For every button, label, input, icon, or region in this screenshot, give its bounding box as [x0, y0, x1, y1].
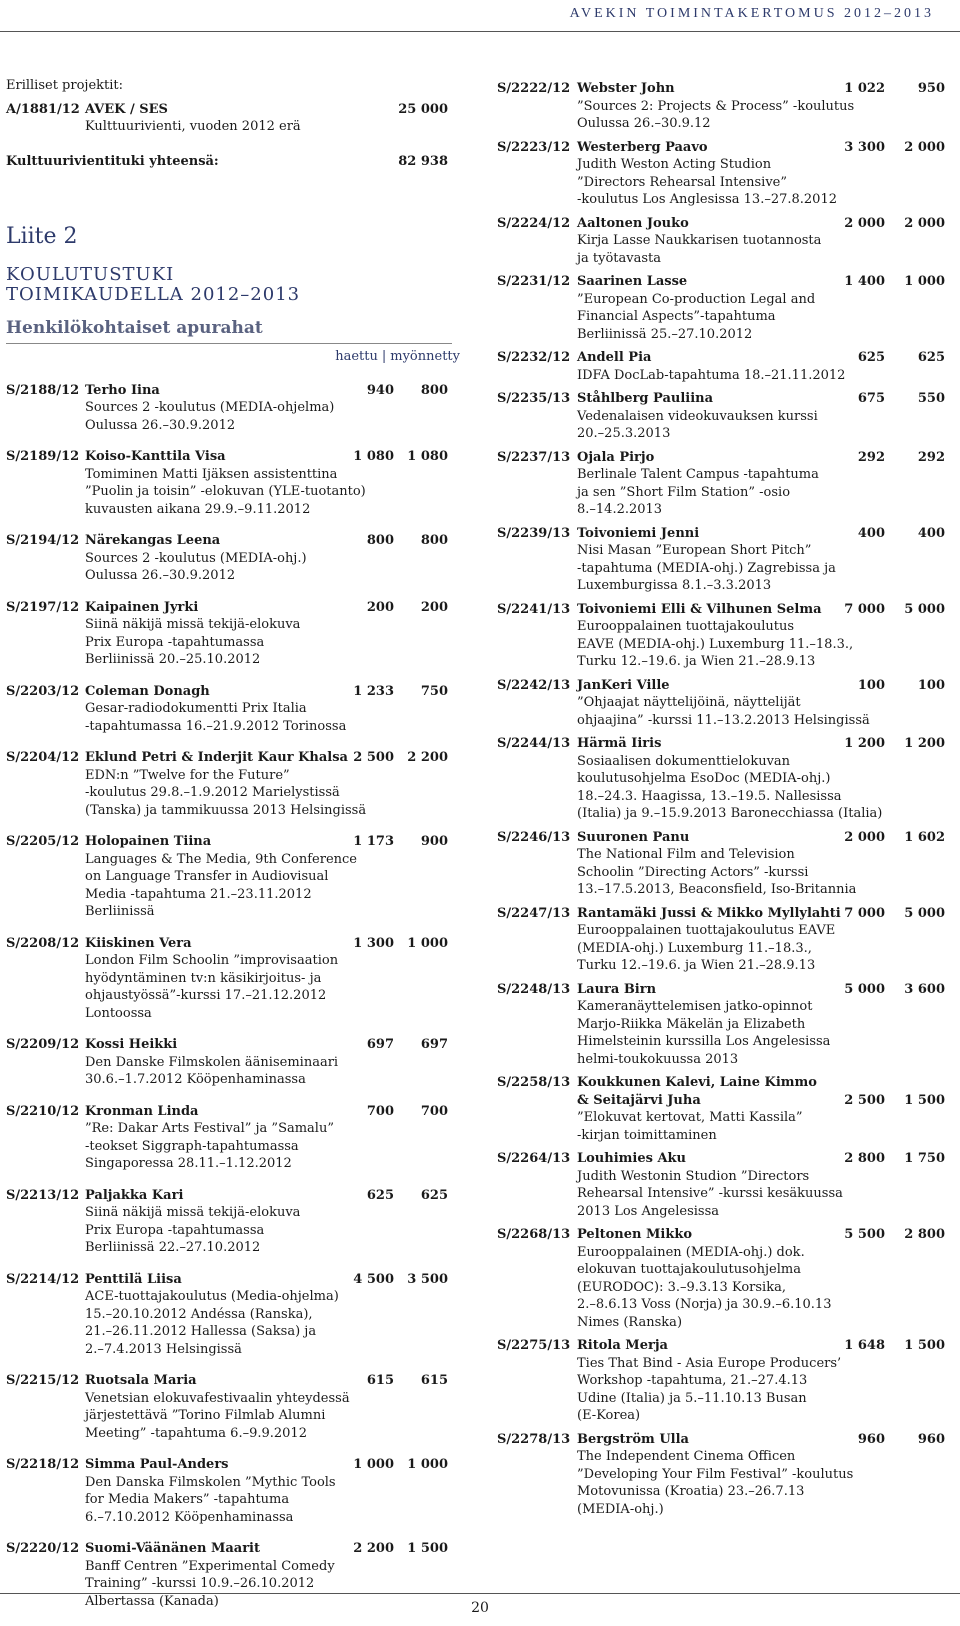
grantee-name: Toivoniemi Elli & Vilhunen Selma [577, 601, 822, 617]
grant-entry [6, 683, 460, 736]
grant-entry [497, 139, 945, 209]
amount-granted: 1 000 [407, 935, 448, 951]
amount-applied: 5 500 [844, 1227, 885, 1242]
amount-applied: 7 000 [844, 905, 885, 921]
grant-code: S/2203/12 [6, 683, 80, 699]
grantee-name: Kiiskinen Vera [85, 935, 192, 951]
amount-granted: 800 [420, 533, 448, 548]
intro-total-amount: 82 938 [398, 154, 448, 169]
section-title-line-2: TOIMIKAUDELLA 2012–2013 [6, 284, 301, 305]
grantee-name: Paljakka Kari [85, 1187, 184, 1203]
amount-granted: 1 080 [407, 449, 448, 464]
grant-entry [497, 1431, 945, 1519]
grantee-name: Westerberg Paavo [577, 139, 708, 155]
grant-description: Kirja Lasse Naukkarisen tuotannosta ja työtavasta [577, 233, 822, 266]
grantee-name: Penttilä Liisa [85, 1271, 182, 1287]
amount-granted: 750 [420, 683, 448, 699]
grant-description: Sosiaalisen dokumenttielokuvan koulutusohjelma EsoDoc (MEDIA-ohj.) 18.–24.3. Haagissa, 13.–19.5. Nallesissa (Italia) ja 9.–15.9.2013 Baronecchiassa (Italia) [577, 753, 883, 821]
amount-granted: 2 000 [904, 215, 945, 231]
grant-description: ”Sources 2: Projects & Process” -koulutus Oulussa 26.–30.9.12 [577, 98, 855, 131]
amount-granted: 1 602 [904, 829, 945, 845]
amount-applied: 1 300 [353, 935, 394, 951]
sub-title: Henkilökohtaiset apurahat [6, 317, 452, 344]
grant-entry [6, 448, 460, 518]
grant-description: ”Re: Dakar Arts Festival” ja ”Samalu” -teokset Siggraph-tapahtumassa Singaporessa 28.11.–1.12.2012 [85, 1121, 334, 1171]
grant-code: S/2239/13 [497, 525, 571, 541]
grant-code: S/2232/12 [497, 350, 571, 365]
amount-granted: 5 000 [904, 905, 945, 921]
amount-granted: 200 [420, 599, 448, 615]
amount-applied: 675 [857, 391, 885, 406]
grant-entry [497, 273, 945, 343]
grant-description: Banff Centren ”Experimental Comedy Training” -kurssi 10.9.–26.10.2012 Albertassa (Kanada) [85, 1558, 335, 1609]
grantee-name: Saarinen Lasse [577, 274, 688, 289]
column-header-applied: haettu [335, 349, 378, 364]
amount-applied: 1 022 [844, 81, 885, 96]
grant-description: Berlinale Talent Campus -tapahtuma ja sen ”Short Film Station” -osio 8.–14.2.2013 [577, 467, 819, 517]
grant-entry [6, 935, 460, 1023]
grant-description: ”European Co-production Legal and Financial Aspects”-tapahtuma Berliinissä 25.–27.10.2012 [577, 291, 816, 342]
grant-description: Den Danske Filmskolen ääniseminaari 30.6.–1.7.2012 Kööpenhaminassa [85, 1054, 339, 1087]
amount-granted: 1 500 [904, 1092, 945, 1108]
grant-description: Kameranäyttelemisen jatko-opinnot Marjo-Riikka Mäkelän ja Elizabeth Himelsteinin kurssilla Los Angelesissa helmi-toukokuussa 2013 [577, 999, 831, 1067]
amount-granted: 3 600 [904, 981, 945, 997]
amount-granted: 1 200 [904, 736, 945, 751]
amount-applied: 960 [857, 1431, 885, 1447]
grantee-name: Närekangas Leena [85, 533, 221, 548]
grant-description: ”Elokuvat kertovat, Matti Kassila” -kirjan toimittaminen [577, 1110, 803, 1143]
grant-entry [6, 599, 460, 669]
grantee-name: Holopainen Tiina [85, 834, 212, 849]
amount-applied: 2 000 [844, 829, 885, 845]
amount-granted: 625 [420, 1187, 448, 1203]
grant-description: London Film Schoolin ”improvisaation hyödyntäminen tv:n käsikirjoitus- ja ohjaustyössä”-kurssi 17.–21.12.2012 Lontoossa [85, 953, 339, 1021]
grantee-name: Aaltonen Jouko [577, 215, 689, 231]
grant-code: S/2278/13 [497, 1431, 571, 1447]
amount-applied: 2 000 [844, 215, 885, 231]
running-header: AVEKIN TOIMINTAKERTOMUS 2012–2013 [569, 6, 934, 21]
amount-applied: 940 [366, 382, 394, 398]
column-header-granted: myönnetty [390, 349, 460, 364]
grant-description: Eurooppalainen tuottajakoulutus EAVE (MEDIA-ohj.) Luxemburg 11.–18.3., Turku 12.–19.6. ja Wien 21.–28.9.13 [577, 619, 854, 669]
grant-code: S/2258/13 [497, 1075, 571, 1090]
amount-granted: 550 [917, 391, 945, 406]
grant-entry [6, 532, 460, 585]
grant-description: ACE-tuottajakoulutus (Media-ohjelma) 15.–20.10.2012 Andéssa (Ranska), 21.–26.11.2012 Hallessa (Saksa) ja 2.–7.4.2013 Helsingissä [85, 1289, 339, 1357]
amount-granted: 3 500 [407, 1271, 448, 1287]
grant-code: S/2242/13 [497, 677, 571, 693]
grant-entry [497, 981, 945, 1069]
grant-description: Gesar-radiodokumentti Prix Italia -tapahtumassa 16.–21.9.2012 Torinossa [85, 701, 347, 734]
grant-code: S/2264/13 [497, 1151, 571, 1166]
grant-entry [497, 829, 945, 899]
grantee-name: Kaipainen Jyrki [85, 599, 199, 615]
grantee-name: Toivoniemi Jenni [577, 525, 700, 541]
appendix-title: Liite 2 [6, 224, 78, 249]
grant-description: Siinä näkijä missä tekijä-elokuva Prix Europa -tapahtumassa Berliinissä 22.–27.10.2012 [85, 1205, 301, 1255]
amount-applied: 1 400 [844, 274, 885, 289]
grant-entry [6, 1271, 460, 1359]
grant-code: S/2194/12 [6, 533, 80, 548]
grant-description: Sources 2 -koulutus (MEDIA-ohj.) Oulussa 26.–30.9.2012 [85, 550, 307, 583]
grantee-name: Kossi Heikki [85, 1037, 178, 1052]
grant-code: S/2218/12 [6, 1457, 80, 1472]
amount-applied: 1 200 [844, 736, 885, 751]
intro-total-row [6, 153, 460, 170]
amount-applied: 1 173 [353, 834, 394, 849]
intro-project-row [6, 101, 460, 118]
grant-code: S/2213/12 [6, 1187, 80, 1203]
grant-entry [497, 735, 945, 823]
amount-granted: 800 [420, 382, 448, 398]
intro-project-code: A/1881/12 [6, 101, 80, 117]
amount-applied: 292 [857, 449, 885, 465]
amount-granted: 1 750 [904, 1151, 945, 1166]
grant-description: Eurooppalainen (MEDIA-ohj.) dok. elokuvan tuottajakoulutusohjelma (EURODOC): 3.–9.3.13 Korsika, 2.–8.6.13 Voss (Norja) ja 30.9.–6.10.13 Nimes (Ranska) [577, 1244, 832, 1330]
column-header-separator: | [381, 349, 387, 364]
grant-code: S/2275/13 [497, 1338, 571, 1353]
grant-code: S/2205/12 [6, 834, 80, 849]
amount-granted: 900 [420, 834, 448, 849]
intro-total-label: Kulttuurivientituki yhteensä: [6, 154, 219, 169]
amount-applied: 700 [366, 1103, 394, 1119]
amount-applied: 4 500 [353, 1271, 394, 1287]
grant-entry [497, 349, 945, 384]
grant-description: Languages & The Media, 9th Conference on Language Transfer in Audiovisual Media -tapahtuma 21.–23.11.2012 Berliinissä [85, 851, 357, 919]
grant-code: S/2246/13 [497, 829, 571, 845]
grant-description: The National Film and Television Schoolin ”Directing Actors” -kurssi 13.–17.5.2013, Beaconsfield, Iso-Britannia [577, 847, 857, 897]
grant-code: S/2209/12 [6, 1037, 80, 1052]
amount-applied: 800 [366, 533, 394, 548]
grant-description: ”Ohjaajat näyttelijöinä, näyttelijät ohjaajina” -kurssi 11.–13.2.2013 Helsingissä [577, 695, 870, 728]
amount-granted: 700 [420, 1103, 448, 1119]
amount-granted: 697 [420, 1037, 448, 1052]
grant-description: Siinä näkijä missä tekijä-elokuva Prix Europa -tapahtumassa Berliinissä 20.–25.10.2012 [85, 617, 301, 667]
grant-description: Sources 2 -koulutus (MEDIA-ohjelma) Oulussa 26.–30.9.2012 [85, 400, 335, 433]
grant-code: S/2208/12 [6, 935, 80, 951]
grant-entry [497, 1337, 945, 1425]
grant-code: S/2220/12 [6, 1541, 80, 1556]
grant-code: S/2268/13 [497, 1227, 571, 1242]
amount-applied: 1 648 [844, 1338, 885, 1353]
grant-code: S/2197/12 [6, 599, 80, 615]
grantee-name: Koiso-Kanttila Visa [85, 449, 226, 464]
grant-entry [497, 601, 945, 671]
grant-code: S/2224/12 [497, 215, 571, 231]
grant-description: Ties That Bind - Asia Europe Producers’ Workshop -tapahtuma, 21.–27.4.13 Udine (Italia) ja 5.–11.10.13 Busan (E-Korea) [577, 1355, 842, 1423]
grant-code: S/2222/12 [497, 81, 571, 96]
amount-granted: 1 000 [904, 274, 945, 289]
amount-granted: 2 200 [407, 750, 448, 765]
grantee-name: Peltonen Mikko [577, 1227, 693, 1242]
grant-entry [6, 1456, 460, 1526]
amount-granted: 292 [917, 449, 945, 465]
amount-granted: 100 [917, 677, 945, 693]
grant-entry [6, 1036, 460, 1089]
grantee-name: Eklund Petri & Inderjit Kaur Khalsa [85, 750, 348, 765]
grantee-name: Kronman Linda [85, 1103, 199, 1119]
grant-code: S/2215/12 [6, 1373, 80, 1388]
grantee-name: Bergström Ulla [577, 1431, 689, 1447]
grant-entry [6, 833, 460, 921]
amount-applied: 1 000 [353, 1457, 394, 1472]
grant-entry [6, 1103, 460, 1173]
grant-code: S/2241/13 [497, 601, 571, 617]
grant-entry [6, 749, 460, 819]
grant-description: Den Danska Filmskolen ”Mythic Tools for Media Makers” -tapahtuma 6.–7.10.2012 Kööpenhaminassa [85, 1474, 336, 1525]
grantee-name: Ritola Merja [577, 1338, 668, 1353]
header-rule [0, 31, 960, 32]
grantee-name: Webster John [577, 81, 675, 96]
intro-label: Erilliset projektit: [6, 78, 124, 93]
page-number: 20 [471, 1600, 489, 1616]
grant-code: S/2210/12 [6, 1103, 80, 1119]
grant-entry [497, 215, 945, 268]
amount-granted: 400 [917, 525, 945, 541]
amount-applied: 200 [366, 599, 394, 615]
grant-code: S/2223/12 [497, 139, 571, 155]
intro-project-amount: 25 000 [398, 101, 448, 117]
amount-applied: 2 500 [844, 1092, 885, 1108]
grant-description: Judith Weston Acting Studion ”Directors Rehearsal Intensive” -koulutus Los Anglesissa 13.–27.8.2012 [577, 157, 837, 207]
amount-applied: 100 [857, 677, 885, 693]
grantee-name: Suuronen Panu [577, 829, 690, 845]
grant-entry [6, 382, 460, 435]
grantee-name: Härmä Iiris [577, 736, 662, 751]
amount-applied: 2 800 [844, 1151, 885, 1166]
grant-code: S/2189/12 [6, 449, 80, 464]
amount-granted: 615 [420, 1373, 448, 1388]
grant-entry [6, 1372, 460, 1442]
section-title-line-1: KOULUTUSTUKI [6, 264, 175, 285]
intro-project-name: AVEK / SES [85, 101, 168, 117]
amount-granted: 5 000 [904, 601, 945, 617]
footer-rule [0, 1593, 960, 1594]
grant-entry [497, 1074, 945, 1144]
grant-description: The Independent Cinema Officen ”Developing Your Film Festival” -koulutus Motovunissa (Kroatia) 23.–26.7.13 (MEDIA-ohj.) [577, 1449, 854, 1517]
amount-applied: 5 000 [844, 981, 885, 997]
grant-code: S/2214/12 [6, 1271, 80, 1287]
grant-code: S/2235/13 [497, 391, 571, 406]
amount-granted: 625 [917, 350, 945, 365]
grantee-name: Ojala Pirjo [577, 449, 655, 465]
grantee-name: Laura Birn [577, 981, 657, 997]
grantee-name: Rantamäki Jussi & Mikko Myllylahti [577, 905, 841, 921]
grantee-name: Ståhlberg Pauliina [577, 391, 714, 406]
grantee-name: Koukkunen Kalevi, Laine Kimmo & Seitajärvi Juha [577, 1075, 817, 1108]
grant-description: EDN:n ”Twelve for the Future” -koulutus 29.8.–1.9.2012 Marielystissä (Tanska) ja tammikuussa 2013 Helsingissä [85, 767, 367, 818]
amount-applied: 625 [857, 350, 885, 365]
grantee-name: JanKeri Ville [577, 677, 670, 693]
amount-applied: 625 [366, 1187, 394, 1203]
amount-granted: 950 [917, 81, 945, 96]
grantee-name: Simma Paul-Anders [85, 1457, 229, 1472]
grant-code: S/2204/12 [6, 750, 80, 765]
grantee-name: Terho Iina [85, 382, 160, 398]
grant-code: S/2247/13 [497, 905, 571, 921]
amount-applied: 1 080 [353, 449, 394, 464]
intro-project-desc: Kulttuurivienti, vuoden 2012 erä [85, 118, 301, 134]
grant-entry [497, 677, 945, 730]
grant-code: S/2237/13 [497, 449, 571, 465]
amount-granted: 1 000 [407, 1457, 448, 1472]
amount-applied: 615 [366, 1373, 394, 1388]
grant-entry [497, 1150, 945, 1220]
column-headers [6, 348, 460, 366]
grant-description: Judith Westonin Studion ”Directors Rehearsal Intensive” -kurssi kesäkuussa 2013 Los Angelesissa [577, 1168, 843, 1219]
grant-entry [497, 525, 945, 595]
amount-applied: 400 [857, 525, 885, 541]
grantee-name: Coleman Donagh [85, 683, 210, 699]
grant-description: Nisi Masan ”European Short Pitch” -tapahtuma (MEDIA-ohj.) Zagrebissa ja Luxemburgissa 8.1.–3.3.2013 [577, 543, 836, 593]
grant-entry [497, 905, 945, 975]
amount-granted: 2 800 [904, 1227, 945, 1242]
grant-description: IDFA DocLab-tapahtuma 18.–21.11.2012 [577, 367, 846, 383]
grantee-name: Louhimies Aku [577, 1151, 687, 1166]
left-column [6, 77, 460, 1624]
grant-code: S/2244/13 [497, 736, 571, 751]
grant-entry [497, 449, 945, 519]
grantee-name: Suomi-Väänänen Maarit [85, 1541, 260, 1556]
grant-code: S/2231/12 [497, 274, 571, 289]
grant-description: Vedenalaisen videokuvauksen kurssi 20.–25.3.2013 [577, 408, 818, 441]
grant-code: S/2188/12 [6, 382, 80, 398]
grant-entry [6, 1187, 460, 1257]
amount-granted: 960 [917, 1431, 945, 1447]
grantee-name: Ruotsala Maria [85, 1373, 197, 1388]
grant-description: Venetsian elokuvafestivaalin yhteydessä järjestettävä ”Torino Filmlab Alumni Meeting” -tapahtuma 6.–9.9.2012 [85, 1390, 350, 1441]
amount-granted: 1 500 [904, 1338, 945, 1353]
amount-granted: 2 000 [904, 139, 945, 155]
grant-code: S/2248/13 [497, 981, 571, 997]
right-column [497, 80, 945, 1524]
right-entry-list [497, 80, 945, 1518]
grant-description: Eurooppalainen tuottajakoulutus EAVE (MEDIA-ohj.) Luxemburg 11.–18.3., Turku 12.–19.6. ja Wien 21.–28.9.13 [577, 923, 836, 973]
amount-applied: 2 500 [353, 750, 394, 765]
amount-granted: 1 500 [407, 1541, 448, 1556]
grant-entry [497, 390, 945, 443]
grant-entry [497, 1226, 945, 1331]
left-entry-list [6, 382, 460, 1611]
amount-applied: 3 300 [844, 139, 885, 155]
amount-applied: 7 000 [844, 601, 885, 617]
amount-applied: 697 [366, 1037, 394, 1052]
amount-applied: 2 200 [353, 1541, 394, 1556]
grant-description: Tomiminen Matti Ijäksen assistenttina ”Puolin ja toisin” -elokuvan (YLE-tuotanto) kuvausten aikana 29.9.–9.11.2012 [85, 466, 366, 517]
amount-applied: 1 233 [353, 683, 394, 699]
grantee-name: Andell Pia [577, 350, 652, 365]
grant-entry [497, 80, 945, 133]
